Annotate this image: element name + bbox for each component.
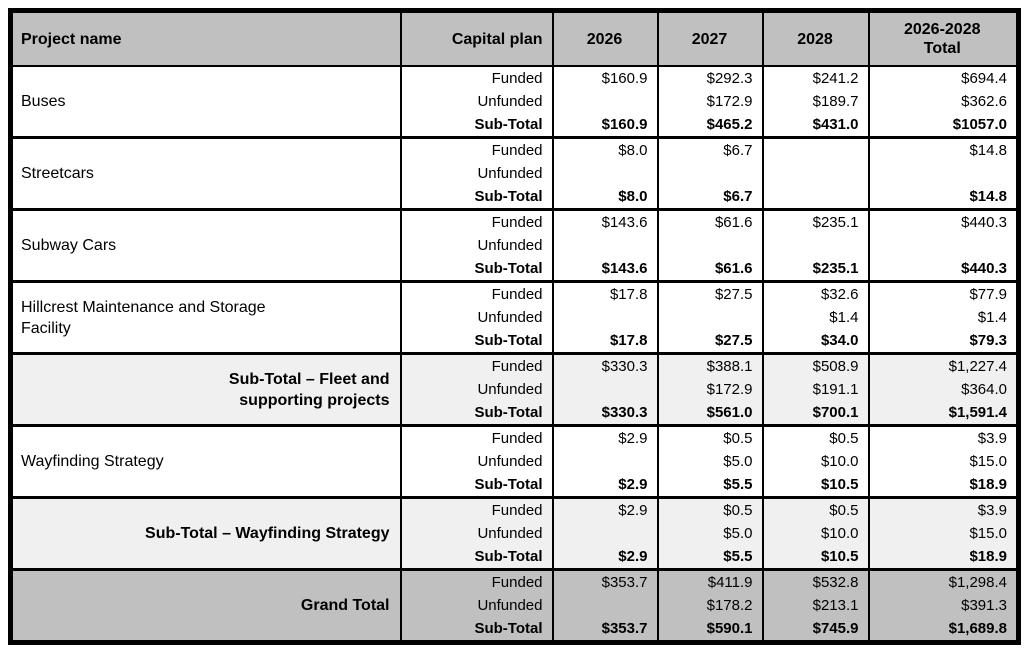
value-cell: $34.0 (763, 329, 869, 354)
project-name-cell (11, 282, 401, 354)
section-5-funded-row (11, 426, 1019, 451)
value-cell: $27.5 (658, 282, 763, 307)
project-name-cell (11, 354, 401, 426)
value-cell: $8.0 (553, 185, 658, 210)
value-cell: $292.3 (658, 66, 763, 90)
value-cell: $17.8 (553, 329, 658, 354)
value-cell: $388.1 (658, 354, 763, 379)
section-2-funded-row (11, 210, 1019, 235)
value-cell: $1.4 (763, 306, 869, 329)
value-cell: $189.7 (763, 90, 869, 113)
capital-plan-label: Sub-Total (401, 545, 553, 570)
value-cell: $143.6 (553, 257, 658, 282)
value-cell: $532.8 (763, 570, 869, 595)
value-cell: $15.0 (869, 450, 1019, 473)
section-7-funded-row (11, 570, 1019, 595)
col-header-2027: 2027 (658, 11, 763, 67)
value-cell (553, 378, 658, 401)
value-cell: $330.3 (553, 401, 658, 426)
value-cell: $440.3 (869, 257, 1019, 282)
value-cell: $2.9 (553, 473, 658, 498)
capital-plan-label: Sub-Total (401, 473, 553, 498)
project-name-text: Sub-Total – Fleet and (228, 370, 390, 388)
value-cell: $143.6 (553, 210, 658, 235)
capital-plan-label: Funded (401, 282, 553, 307)
value-cell: $590.1 (658, 617, 763, 643)
value-cell: $330.3 (553, 354, 658, 379)
value-cell: $0.5 (658, 498, 763, 523)
capital-plan-label: Sub-Total (401, 113, 553, 138)
value-cell: $235.1 (763, 257, 869, 282)
value-cell: $61.6 (658, 210, 763, 235)
value-cell: $0.5 (763, 498, 869, 523)
value-cell: $1,689.8 (869, 617, 1019, 643)
value-cell: $10.5 (763, 545, 869, 570)
value-cell: $160.9 (553, 113, 658, 138)
project-name-text: Subway Cars (21, 237, 117, 254)
value-cell (658, 162, 763, 185)
value-cell: $1.4 (869, 306, 1019, 329)
capital-plan-label: Sub-Total (401, 617, 553, 643)
value-cell: $10.5 (763, 473, 869, 498)
value-cell: $172.9 (658, 90, 763, 113)
value-cell: $15.0 (869, 522, 1019, 545)
value-cell: $391.3 (869, 594, 1019, 617)
value-cell: $364.0 (869, 378, 1019, 401)
value-cell (869, 234, 1019, 257)
value-cell: $10.0 (763, 450, 869, 473)
col-header-2028: 2028 (763, 11, 869, 67)
value-cell: $77.9 (869, 282, 1019, 307)
project-name-cell (11, 570, 401, 643)
value-cell: $3.9 (869, 426, 1019, 451)
project-name-cell (11, 138, 401, 210)
project-name-cell (11, 66, 401, 138)
capital-plan-label: Unfunded (401, 450, 553, 473)
col-header-project-name: Project name (11, 11, 401, 67)
project-name-text: Streetcars (21, 165, 94, 182)
value-cell: $79.3 (869, 329, 1019, 354)
value-cell: $362.6 (869, 90, 1019, 113)
value-cell: $18.9 (869, 545, 1019, 570)
header-row (11, 11, 1019, 67)
project-name-text: Buses (21, 93, 66, 110)
capital-plan-label: Sub-Total (401, 329, 553, 354)
value-cell (553, 90, 658, 113)
value-cell: $5.5 (658, 473, 763, 498)
value-cell (553, 306, 658, 329)
capital-plan-label: Unfunded (401, 378, 553, 401)
col-header-capital-plan: Capital plan (401, 11, 553, 67)
value-cell (553, 594, 658, 617)
value-cell: $17.8 (553, 282, 658, 307)
value-cell: $0.5 (658, 426, 763, 451)
value-cell: $353.7 (553, 617, 658, 643)
value-cell: $61.6 (658, 257, 763, 282)
value-cell: $235.1 (763, 210, 869, 235)
value-cell: $694.4 (869, 66, 1019, 90)
capital-plan-label: Unfunded (401, 306, 553, 329)
capital-plan-label: Unfunded (401, 162, 553, 185)
total-header-line2: Total (923, 40, 961, 57)
value-cell: $508.9 (763, 354, 869, 379)
project-name-text: supporting projects (239, 391, 390, 409)
capital-plan-label: Sub-Total (401, 257, 553, 282)
capital-plan-label: Sub-Total (401, 185, 553, 210)
section-6-funded-row (11, 498, 1019, 523)
value-cell: $5.0 (658, 450, 763, 473)
value-cell (553, 522, 658, 545)
project-name-text: Facility (21, 319, 71, 337)
value-cell: $213.1 (763, 594, 869, 617)
value-cell: $14.8 (869, 138, 1019, 163)
value-cell: $18.9 (869, 473, 1019, 498)
value-cell (763, 138, 869, 163)
value-cell (553, 162, 658, 185)
value-cell: $2.9 (553, 545, 658, 570)
project-name-text: Sub-Total – Wayfinding Strategy (145, 525, 390, 542)
value-cell (763, 234, 869, 257)
col-header-total (869, 11, 1019, 67)
value-cell: $14.8 (869, 185, 1019, 210)
value-cell (763, 185, 869, 210)
capital-plan-label: Unfunded (401, 522, 553, 545)
value-cell (869, 162, 1019, 185)
section-4-funded-row (11, 354, 1019, 379)
capital-plan-label: Funded (401, 570, 553, 595)
value-cell: $2.9 (553, 498, 658, 523)
project-name-cell (11, 498, 401, 570)
value-cell: $5.0 (658, 522, 763, 545)
capital-plan-label: Funded (401, 138, 553, 163)
capital-plan-table (8, 8, 1021, 645)
value-cell: $1057.0 (869, 113, 1019, 138)
capital-plan-label: Funded (401, 426, 553, 451)
value-cell: $178.2 (658, 594, 763, 617)
project-name-cell (11, 210, 401, 282)
value-cell (658, 234, 763, 257)
value-cell: $1,298.4 (869, 570, 1019, 595)
value-cell: $241.2 (763, 66, 869, 90)
value-cell: $10.0 (763, 522, 869, 545)
total-header-line1: 2026-2028 (903, 21, 981, 38)
value-cell: $561.0 (658, 401, 763, 426)
section-0-funded-row (11, 66, 1019, 90)
project-name-cell (11, 426, 401, 498)
value-cell: $1,591.4 (869, 401, 1019, 426)
value-cell: $191.1 (763, 378, 869, 401)
capital-plan-label: Unfunded (401, 594, 553, 617)
value-cell: $5.5 (658, 545, 763, 570)
value-cell: $353.7 (553, 570, 658, 595)
capital-plan-label: Unfunded (401, 90, 553, 113)
value-cell: $431.0 (763, 113, 869, 138)
value-cell (763, 162, 869, 185)
capital-plan-label: Funded (401, 354, 553, 379)
value-cell: $745.9 (763, 617, 869, 643)
value-cell: $27.5 (658, 329, 763, 354)
project-name-text: Hillcrest Maintenance and Storage (21, 298, 266, 316)
value-cell: $1,227.4 (869, 354, 1019, 379)
value-cell: $440.3 (869, 210, 1019, 235)
value-cell: $160.9 (553, 66, 658, 90)
value-cell: $700.1 (763, 401, 869, 426)
value-cell (658, 306, 763, 329)
value-cell: $6.7 (658, 185, 763, 210)
value-cell: $411.9 (658, 570, 763, 595)
capital-plan-label: Unfunded (401, 234, 553, 257)
value-cell (553, 450, 658, 473)
capital-plan-label: Funded (401, 210, 553, 235)
value-cell: $172.9 (658, 378, 763, 401)
value-cell: $3.9 (869, 498, 1019, 523)
value-cell: $8.0 (553, 138, 658, 163)
section-1-funded-row (11, 138, 1019, 163)
value-cell: $465.2 (658, 113, 763, 138)
project-name-text: Wayfinding Strategy (21, 453, 164, 470)
capital-plan-label: Sub-Total (401, 401, 553, 426)
value-cell: $0.5 (763, 426, 869, 451)
project-name-text: Grand Total (300, 597, 390, 614)
value-cell: $2.9 (553, 426, 658, 451)
value-cell: $6.7 (658, 138, 763, 163)
capital-plan-label: Funded (401, 498, 553, 523)
value-cell (553, 234, 658, 257)
section-3-funded-row (11, 282, 1019, 307)
col-header-2026: 2026 (553, 11, 658, 67)
value-cell: $32.6 (763, 282, 869, 307)
capital-plan-label: Funded (401, 66, 553, 90)
